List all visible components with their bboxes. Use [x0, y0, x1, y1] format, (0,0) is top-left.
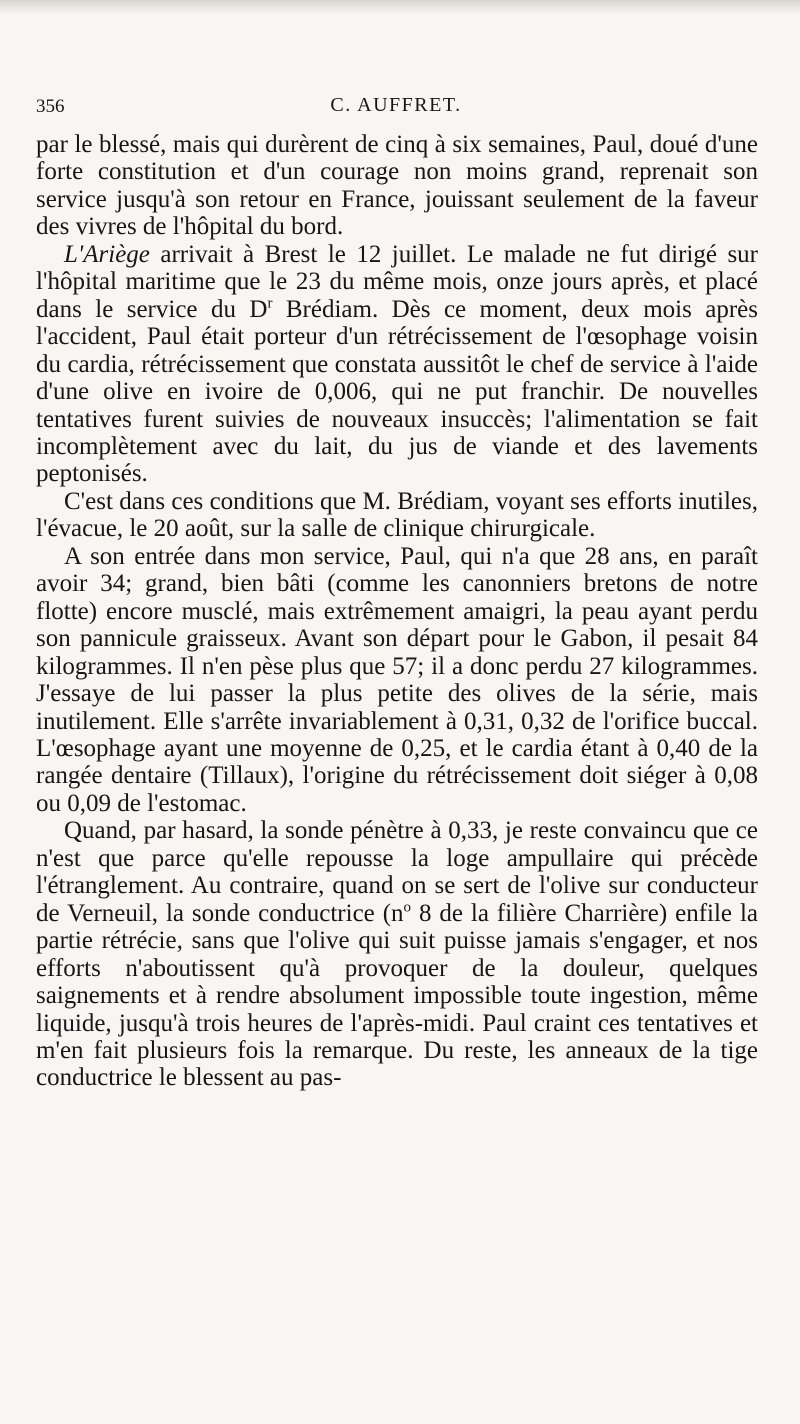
scan-edge-shadow [0, 0, 800, 14]
paragraph-continuation: par le blessé, mais qui durèrent de cinq à six semaines, Paul, doué d'une forte constitution et d'un courage non moins grand, reprenait son service jusqu'à son retour en France, jouissant seulement de la faveur des vivres de l'hôpital du bord. [36, 131, 758, 241]
superscript: r [267, 295, 273, 312]
page-header [36, 88, 756, 120]
running-head: C. AUFFRET. [330, 94, 462, 116]
superscript: o [403, 899, 412, 916]
ship-name: L'Ariège [64, 240, 150, 268]
page-number: 356 [36, 96, 65, 117]
paragraph-admission: A son entrée dans mon service, Paul, qui n'a que 28 ans, en paraît avoir 34; grand, bien bâti (comme les canonniers bretons de notre flotte) encore musclé, mais extrêmement amaigri, la peau ayant perdu son pannicule graisseux. Avant son départ pour le Gabon, il pesait 84 kilogrammes. Il n'en pèse plus que 57; il a donc perdu 27 kilogrammes. J'essaye de lui passer la plus petite des olives de la série, mais inutilement. Elle s'arrête invariablement à 0,31, 0,32 de l'orifice buccal. L'œsophage ayant une moyenne de 0,25, et le cardia étant à 0,40 de la rangée dentaire (Tillaux), l'origine du rétrécissement doit siéger à 0,08 ou 0,09 de l'estomac. [36, 542, 758, 817]
paragraph-ariege-arrival: L'Ariège arrivait à Brest le 12 juillet. Le malade ne fut dirigé sur l'hôpital maritime que le 23 du même mois, onze jours après, et placé dans le service du $D^r$ Brédiam. Dès ce moment, deux mois après l'accident, Paul était porteur d'un rétrécissement de l'œsophage voisin du cardia, rétrécissement que constata aussitôt le chef de service à l'aide d'une olive en ivoire de 0,006, qui ne put franchir. De nouvelles tentatives furent suivies de nouveaux insuccès; l'alimentation se fait incomplètement avec du lait, du jus de viande et des lavements peptonisés. [36, 240, 758, 488]
body-text [36, 131, 758, 1092]
paragraph-evacuation: C'est dans ces conditions que M. Brédiam, voyant ses efforts inutiles, l'évacue, le 20 août, sur la salle de clinique chirurgicale. [36, 487, 758, 543]
paragraph-probing: Quand, par hasard, la sonde pénètre à 0,33, je reste convaincu que ce n'est que parce qu'elle repousse la loge ampullaire qui précède l'étranglement. Au contraire, quand on se sert de l'olive sur conducteur de Verneuil, la sonde conductrice ($n^o$ 8 de la filière Charrière) enfile la partie rétrécie, sans que l'olive qui suit puisse jamais s'engager, et nos efforts n'aboutissent qu'à provoquer de la douleur, quelques saignements et à rendre absolument impossible toute ingestion, même liquide, jusqu'à trois heures de l'après-midi. Paul craint ces tentatives et m'en fait plusieurs fois la remarque. Du reste, les anneaux de la tige conductrice le blessent au pas- [36, 817, 759, 1092]
